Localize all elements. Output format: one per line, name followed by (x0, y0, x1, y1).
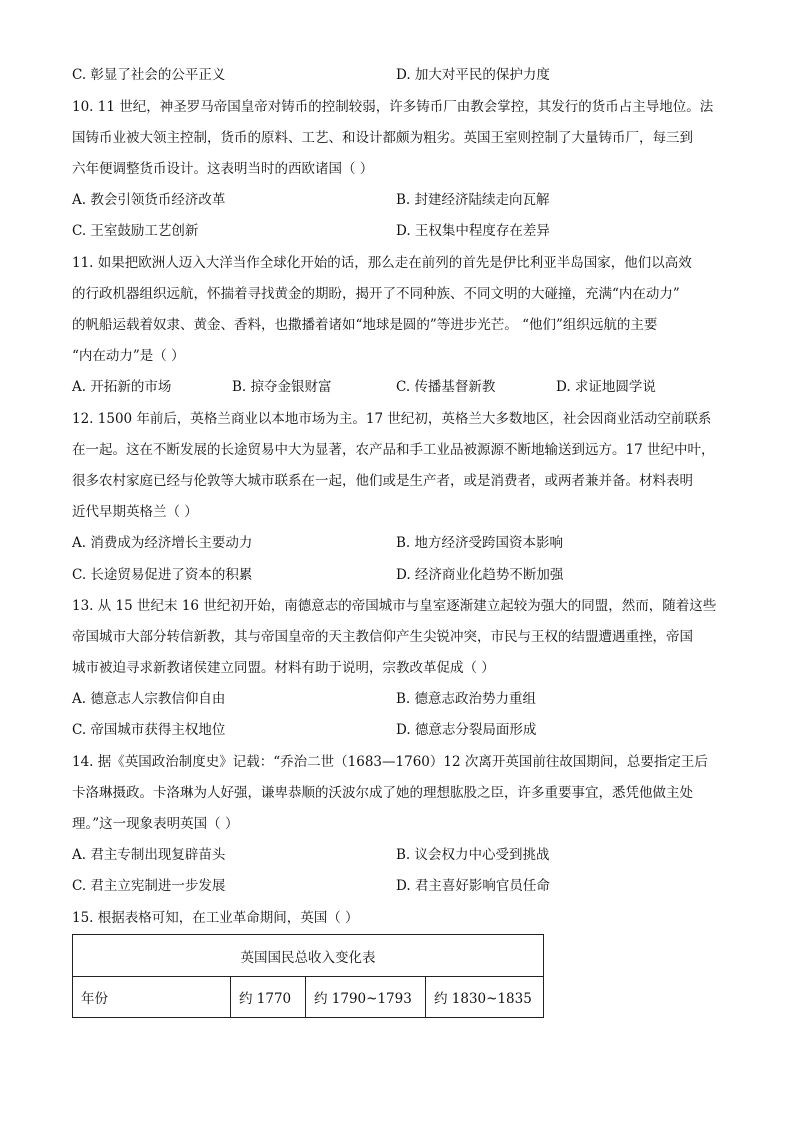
q12-option-c: C. 长途贸易促进了资本的积累 (72, 567, 253, 583)
q10-option-b: B. 封建经济陆续走向瓦解 (396, 192, 550, 208)
q10-stem-line-2: 国铸币业被大领主控制，货币的原料、工艺、和设计都颇为粗劣。英国王室则控制了大量铸币厂，每三到 (72, 130, 693, 146)
q14-option-c: C. 君主立宪制进一步发展 (72, 878, 226, 894)
q10-stem-line-1: 10. 11 世纪，神圣罗马帝国皇帝对铸币的控制较弱，许多铸币厂由教会掌控，其发行的货币占主导地位。法 (72, 99, 714, 115)
q15-stem: 15. 根据表格可知，在工业革命期间，英国（ ） (72, 910, 359, 926)
q11-option-b: B. 掠夺金银财富 (232, 379, 332, 395)
q10-stem-line-3: 六年便调整货币设计。这表明当时的西欧诸国（ ） (72, 161, 374, 177)
q13-stem-line-2: 帝国城市大部分转信新教，其与帝国皇帝的天主教信仰产生尖锐冲突，市民与王权的结盟遭遇重挫，帝国 (72, 629, 693, 645)
q12-stem-line-1: 12. 1500 年前后，英格兰商业以本地市场为主。17 世纪初，英格兰大多数地区，社会因商业活动空前联系 (72, 411, 712, 427)
q12-option-a: A. 消费成为经济增长主要动力 (72, 535, 253, 551)
q9-option-c: C. 彰显了社会的公平正义 (72, 67, 226, 83)
table-cell: 约 1790~1793 (306, 977, 426, 1018)
q12-option-d: D. 经济商业化趋势不断加强 (396, 567, 564, 583)
q14-option-d: D. 君主喜好影响官员任命 (396, 878, 550, 894)
table-cell: 约 1830~1835 (426, 977, 544, 1018)
q11-stem-line-2: 的行政机器组织远航，怀揣着寻找黄金的期盼，揭开了不同种族、不同文明的大碰撞，充满“内在动力” (72, 286, 680, 302)
q14-option-a: A. 君主专制出现复辟苗头 (72, 847, 226, 863)
q13-option-b: B. 德意志政治势力重组 (396, 691, 537, 707)
table-row-label: 年份 (73, 977, 231, 1018)
q10-option-c: C. 王室鼓励工艺创新 (72, 223, 199, 239)
table-caption-row (73, 935, 544, 977)
q9-option-d: D. 加大对平民的保护力度 (396, 67, 550, 83)
table-cell: 约 1770 (231, 977, 306, 1018)
q11-stem-line-1: 11. 如果把欧洲人迈入大洋当作全球化开始的话，那么走在前列的首先是伊比利亚半岛国家，他们以高效 (72, 255, 692, 271)
income-table (72, 934, 544, 1018)
q12-stem-line-4: 近代早期英格兰（ ） (72, 504, 198, 520)
q11-option-c: C. 传播基督新教 (396, 379, 496, 395)
q14-stem-line-3: 理。”这一现象表明英国（ ） (72, 816, 239, 832)
q14-option-b: B. 议会权力中心受到挑战 (396, 847, 550, 863)
q12-stem-line-3: 很多农村家庭已经与伦敦等大城市联系在一起，他们或是生产者，或是消费者，或两者兼并备。材料表明 (72, 473, 693, 489)
q12-stem-line-2: 在一起。这在不断发展的长途贸易中大为显著，农产品和手工业品被源源不断地输送到远方。17 世纪中叶， (72, 442, 715, 458)
q11-option-a: A. 开拓新的市场 (72, 379, 172, 395)
q11-option-d: D. 求证地圆学说 (556, 379, 656, 395)
q13-stem-line-3: 城市被迫寻求新教诸侯建立同盟。材料有助于说明，宗教改革促成（ ） (72, 660, 495, 676)
q13-option-a: A. 德意志人宗教信仰自由 (72, 691, 226, 707)
q14-stem-line-2: 卡洛琳摄政。卡洛琳为人好强，谦卑恭顺的沃波尔成了她的理想肱股之臣，许多重要事宜，悉凭他做主处 (72, 785, 693, 801)
q10-option-a: A. 教会引领货币经济改革 (72, 192, 226, 208)
q13-option-c: C. 帝国城市获得主权地位 (72, 722, 226, 738)
q14-stem-line-1: 14. 据《英国政治制度史》记载：“乔治二世（1683—1760）12 次离开英国前往故国期间，总要指定王后 (72, 754, 708, 770)
q10-option-d: D. 王权集中程度存在差异 (396, 223, 550, 239)
q11-stem-line-3: 的帆船运载着奴隶、黄金、香料，也撒播着诸如“地球是圆的”等进步光芒。 “他们”组织远航的主要 (72, 317, 658, 333)
q11-stem-line-4: “内在动力”是（ ） (72, 348, 185, 364)
table-row (73, 977, 544, 1018)
q12-option-b: B. 地方经济受跨国资本影响 (396, 535, 564, 551)
q13-option-d: D. 德意志分裂局面形成 (396, 722, 537, 738)
table-caption: 英国国民总收入变化表 (73, 935, 544, 977)
q13-stem-line-1: 13. 从 15 世纪末 16 世纪初开始，南德意志的帝国城市与皇室逐渐建立起较为强大的同盟，然而，随着这些 (72, 598, 717, 614)
